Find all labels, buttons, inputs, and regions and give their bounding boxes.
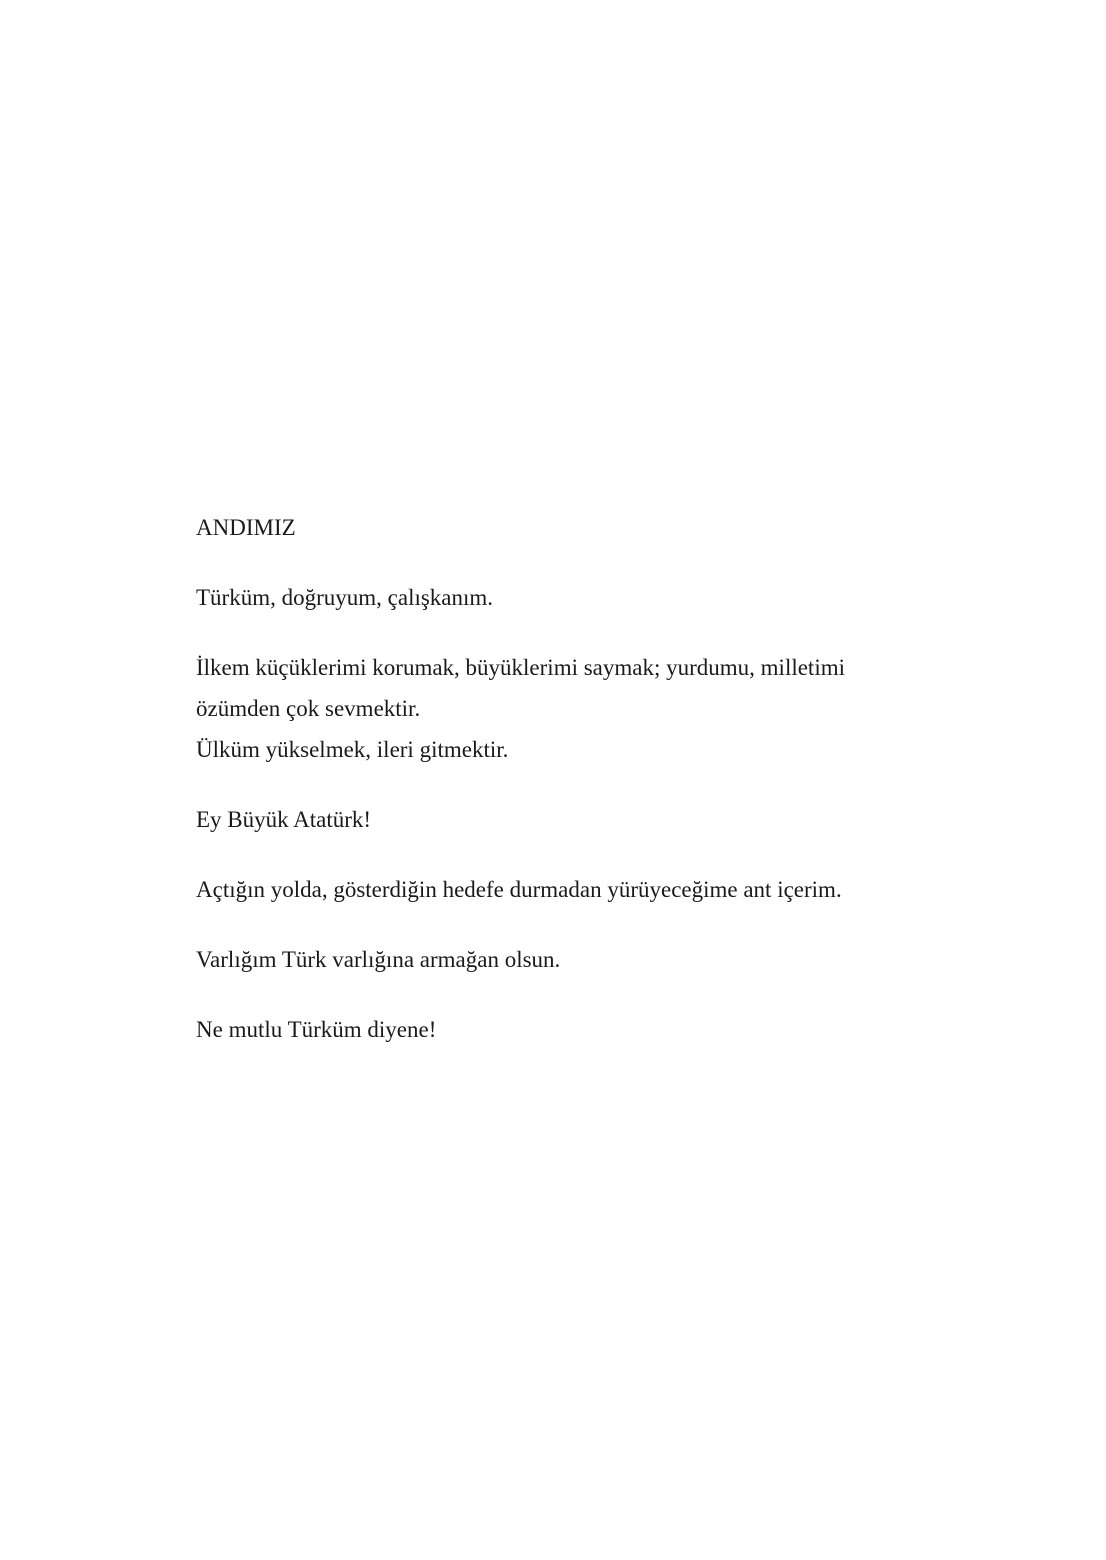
text-line: Açtığın yolda, gösterdiğin hedefe durmadan yürüyeceğime ant içerim. xyxy=(196,877,842,902)
text-line: Varlığım Türk varlığına armağan olsun. xyxy=(196,947,561,972)
text-line: Ey Büyük Atatürk! xyxy=(196,807,372,832)
text-line: Ülküm yükselmek, ileri gitmektir. xyxy=(196,737,509,762)
text-line: Ne mutlu Türküm diyene! xyxy=(196,1017,437,1042)
text-line: İlkem küçüklerimi korumak, büyüklerimi saymak; yurdumu, milletimi xyxy=(196,655,845,680)
document-title: ANDIMIZ xyxy=(196,515,296,540)
text-line: özümden çok sevmektir. xyxy=(196,696,421,721)
text-line: Türküm, doğruyum, çalışkanım. xyxy=(196,585,494,610)
pledge-text xyxy=(196,512,956,1045)
